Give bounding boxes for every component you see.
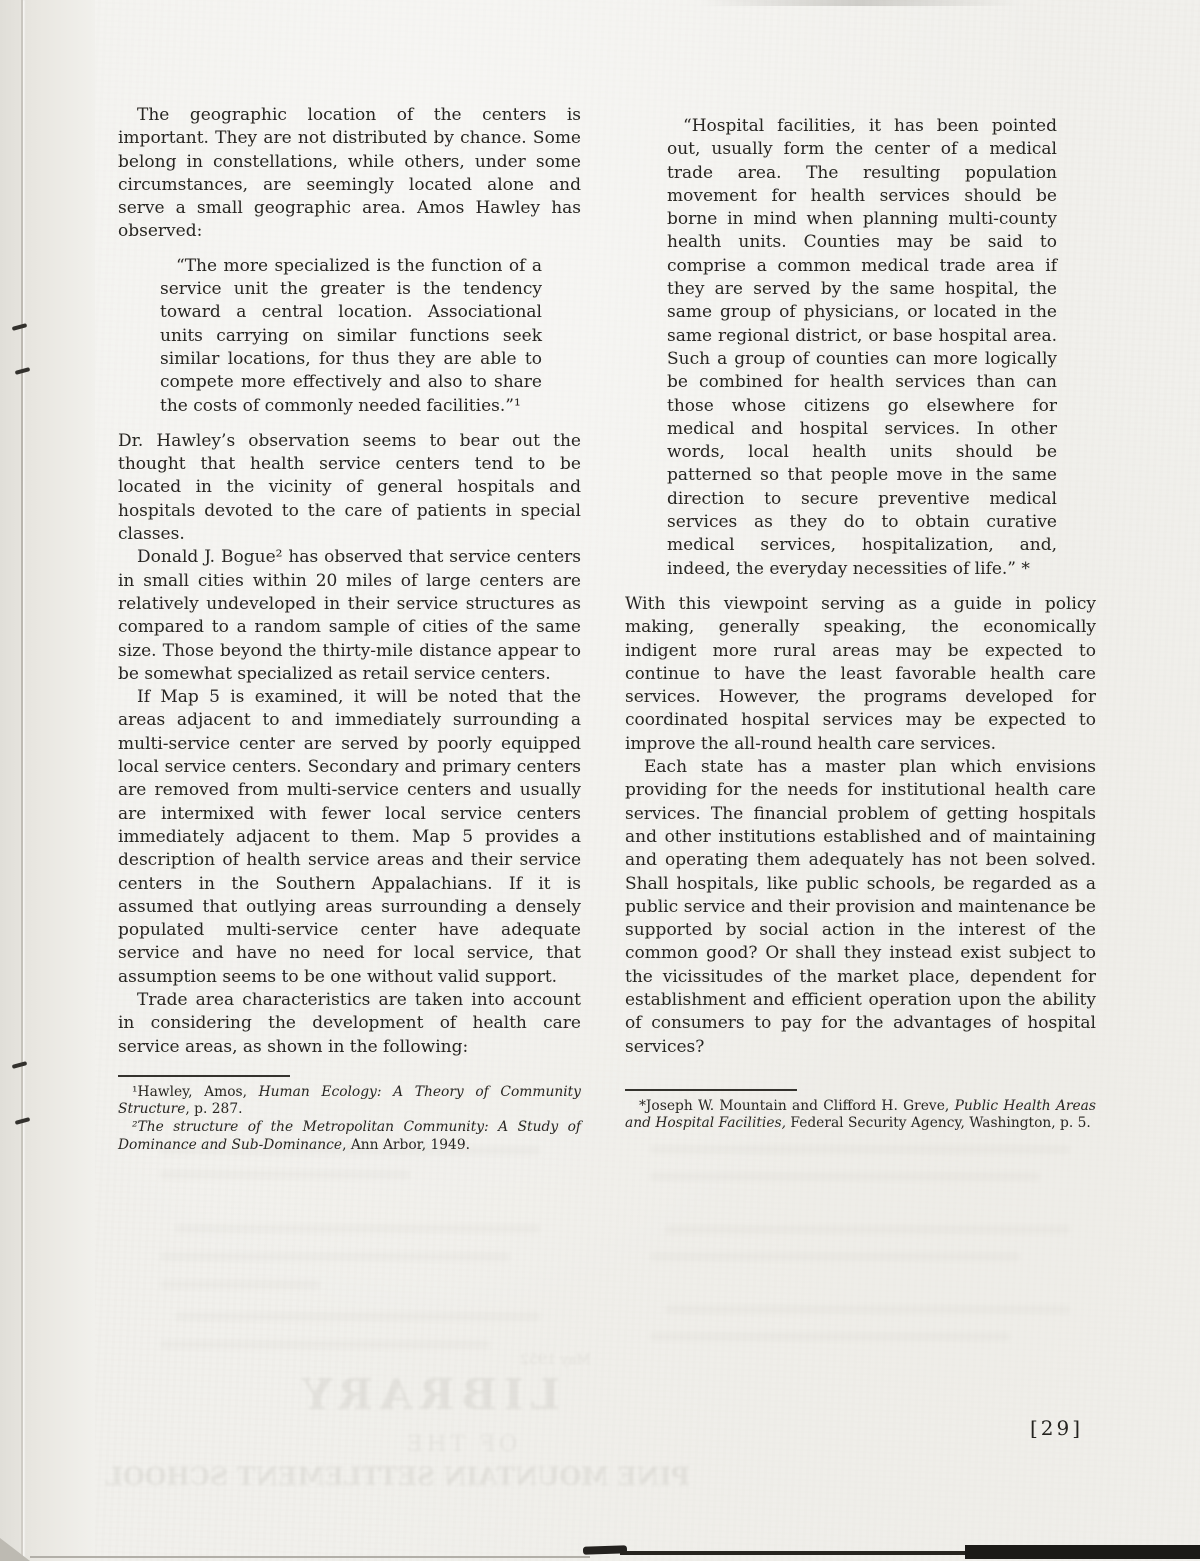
bleed-through-smudge (665, 1225, 1070, 1234)
footnote-star-title: Public Health Areas and Hospital Facilities, (625, 1097, 1096, 1132)
bleed-through-text: OF THE (402, 1432, 518, 1457)
footnote-1-page: , p. 287. (185, 1101, 243, 1118)
bleed-through-smudge (650, 1172, 1040, 1181)
bleed-through-smudge (160, 1252, 510, 1261)
page-corner-fold (0, 1538, 30, 1561)
footnote-star (625, 1098, 1096, 1133)
footnote-1 (118, 1084, 581, 1119)
bleed-through-smudge (650, 1252, 1020, 1261)
footnote-divider (625, 1089, 797, 1091)
paragraph-viewpoint: With this viewpoint serving as a guide in policy making, generally speaking, the economically indigent more rural areas may be expected to continue to have the least favorable health care services. However, the programs developed for coordinated hospital services may be expected to improve the all-round health care services. (625, 593, 1096, 754)
blockquote-hospital-facilities: “Hospital facilities, it has been pointed out, usually form the center of a medical trade area. The resulting population movement for health services should be borne in mind when planning multi-county health units. Counties may be said to comprise a common medical trade area if they are served by the same hospital, the same group of physicians, or located in the same regional district, or base hospital area. Such a group of counties can more logically be combined for health services than can those whose citizens go elsewhere for medical and hospital services. In other words, local health units should be patterned so that people move in the same direction to secure preventive medical services as they do to obtain curative medical services, hospitalization, and, indeed, the everyday necessities of life.” * (667, 116, 1057, 579)
footnote-1-title: Human Ecology: A Theory of Community Structure (118, 1083, 581, 1118)
scan-edge-band (965, 1545, 1200, 1559)
scan-edge-band (620, 1551, 972, 1555)
bleed-through-smudge (160, 1340, 490, 1349)
paragraph-bogue: Donald J. Bogue² has observed that service centers in small cities within 20 miles of large centers are relatively undeveloped in their service structures as compared to a random sample of cities of the same size. Those beyond the thirty-mile distance appear to be somewhat specialized as retail service centers. (118, 547, 581, 684)
scan-edge-line (30, 1556, 590, 1558)
paragraph-map5: If Map 5 is examined, it will be noted that the areas adjacent to and immediately surrounding a multi-service center are served by poorly equipped local service centers. Secondary and primary centers are removed from multi-service centers and usually are intermixed with fewer local service centers immediately adjacent to them. Map 5 provides a description of health service areas and their service centers in the Southern Appalachians. If it is assumed that outlying areas surrounding a densely populated multi-service center have adequate service and have no need for local service, that assumption seems to be one without valid support. (118, 687, 581, 987)
footnote-2-source: , Ann Arbor, 1949. (342, 1136, 471, 1153)
right-column (625, 104, 1096, 1133)
paragraph-trade-area: Trade area characteristics are taken into account in considering the development of health care service areas, as shown in the following: (118, 989, 581, 1057)
paragraph-geographic-location: The geographic location of the centers is important. They are not distributed by chance. Some belong in constellations, while others, under some circumstances, are seemingly located alone and serve a small geographic area. Amos Hawley has observed: (118, 105, 581, 242)
left-column (118, 104, 581, 1154)
footnote-divider (118, 1075, 290, 1077)
bleed-through-text: LIBRARY (295, 1370, 560, 1419)
page-number: [29] (1030, 1416, 1084, 1440)
bleed-through-smudge (175, 1312, 540, 1321)
footnote-star-source: Federal Security Agency, Washington, p. 5. (785, 1115, 1091, 1132)
bleed-through-smudge (160, 1280, 320, 1289)
bleed-through-smudge (160, 1170, 410, 1179)
binding-crease (21, 0, 23, 1561)
bleed-through-smudge (175, 1224, 540, 1233)
bleed-through-smudge (650, 1145, 1070, 1154)
bleed-through-text: May 1952 (520, 1352, 591, 1368)
footnote-1-author: ¹Hawley, Amos, (132, 1083, 259, 1100)
footnote-star-authors: *Joseph W. Mountain and Clifford H. Greve, (639, 1097, 955, 1114)
paragraph-hawley-observation: Dr. Hawley’s observation seems to bear out the thought that health service centers tend to be located in the vicinity of general hospitals and hospitals devoted to the care of patients in special classes. (118, 430, 581, 545)
footnote-2 (118, 1119, 581, 1154)
bleed-through-smudge (665, 1305, 1070, 1314)
paragraph-master-plan: Each state has a master plan which envisions providing for the needs for institutional health care services. The financial problem of getting hospitals and other institutions established and of maintaining and operating them adequately has not been solved. Shall hospitals, like public schools, be regarded as a public service and their provision and maintenance be supported by social action in the interest of the common good? Or shall they instead exist subject to the vicissitudes of the market place, dependent for establishment and efficient operation upon the ability of consumers to pay for the advantages of hospital services? (625, 757, 1096, 1057)
blockquote-hawley: “The more specialized is the function of a service unit the greater is the tendency toward a central location. Associational units carrying on similar functions seek similar locations, for thus they are able to compete more effectively and also to share the costs of commonly needed facilities.”¹ (160, 255, 542, 416)
bleed-through-text: PINE MOUNTAIN SETTLEMENT SCHOOL (105, 1462, 690, 1491)
scan-edge-smudge (700, 0, 1020, 6)
page-gutter-shadow (0, 0, 95, 1561)
footnote-2-title: ²The structure of the Metropolitan Community: A Study of Dominance and Sub-Dominance (118, 1119, 581, 1153)
bleed-through-smudge (650, 1332, 1010, 1341)
